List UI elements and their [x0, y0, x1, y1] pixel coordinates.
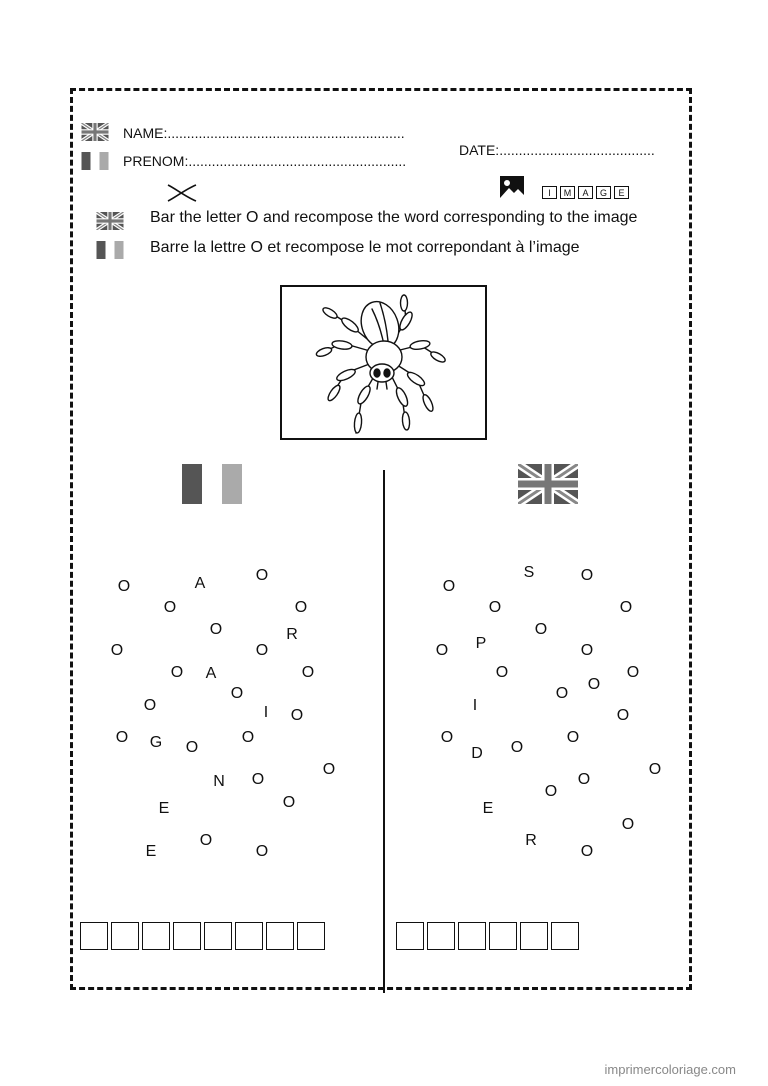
french-letter[interactable]: R: [286, 626, 298, 643]
image-icon: [500, 176, 524, 198]
prenom-field: PRENOM:........................................................: [123, 153, 407, 169]
english-letter[interactable]: O: [580, 843, 594, 860]
english-answer-box[interactable]: [427, 922, 455, 950]
french-letter[interactable]: G: [149, 734, 163, 751]
french-letter[interactable]: E: [158, 800, 170, 817]
english-letter[interactable]: O: [621, 816, 635, 833]
english-letter[interactable]: O: [626, 664, 640, 681]
english-letter[interactable]: O: [534, 621, 548, 638]
english-letter[interactable]: O: [510, 739, 524, 756]
french-letter[interactable]: O: [255, 843, 269, 860]
french-answer-box[interactable]: [142, 922, 170, 950]
spider-illustration: [280, 285, 487, 440]
image-letter-box: E: [614, 186, 629, 199]
english-letter[interactable]: O: [577, 771, 591, 788]
french-letter[interactable]: O: [199, 832, 213, 849]
english-letter[interactable]: O: [442, 578, 456, 595]
english-letter[interactable]: O: [488, 599, 502, 616]
english-letter[interactable]: O: [619, 599, 633, 616]
english-letter[interactable]: O: [435, 642, 449, 659]
french-letter[interactable]: O: [115, 729, 129, 746]
english-answer-box[interactable]: [489, 922, 517, 950]
french-answer-box[interactable]: [266, 922, 294, 950]
french-letter[interactable]: I: [263, 704, 269, 721]
french-letter[interactable]: O: [282, 794, 296, 811]
english-letter[interactable]: P: [475, 635, 487, 652]
uk-flag-icon: [81, 123, 109, 141]
french-answer-box[interactable]: [173, 922, 201, 950]
instruction-english: Bar the letter O and recompose the word corresponding to the image: [150, 209, 638, 226]
name-field: NAME:.............................................................: [123, 125, 405, 141]
panel-divider: [383, 470, 385, 993]
english-letter[interactable]: O: [566, 729, 580, 746]
french-answer-box[interactable]: [235, 922, 263, 950]
french-letter[interactable]: A: [194, 575, 206, 592]
french-letter[interactable]: O: [241, 729, 255, 746]
french-letter[interactable]: O: [255, 567, 269, 584]
french-letter[interactable]: A: [205, 665, 217, 682]
image-letter-box: A: [578, 186, 593, 199]
french-answer-box[interactable]: [80, 922, 108, 950]
uk-flag-icon: [96, 212, 124, 230]
english-answer-box[interactable]: [551, 922, 579, 950]
french-answer-box[interactable]: [297, 922, 325, 950]
english-letter[interactable]: O: [616, 707, 630, 724]
french-answer-box[interactable]: [204, 922, 232, 950]
fr-flag-icon: [96, 241, 124, 259]
english-letter[interactable]: O: [648, 761, 662, 778]
french-letter[interactable]: N: [213, 773, 225, 790]
french-letter[interactable]: O: [163, 599, 177, 616]
french-letter[interactable]: E: [145, 843, 157, 860]
fr-flag-icon: [81, 152, 109, 170]
date-field: DATE:........................................: [459, 142, 655, 158]
scissors-icon: [166, 183, 198, 203]
english-answer-box[interactable]: [520, 922, 548, 950]
image-letter-box: G: [596, 186, 611, 199]
english-answer-box[interactable]: [396, 922, 424, 950]
french-letter[interactable]: O: [143, 697, 157, 714]
french-letter[interactable]: O: [230, 685, 244, 702]
english-letter[interactable]: S: [523, 564, 535, 581]
english-letter[interactable]: R: [525, 832, 537, 849]
french-letter[interactable]: O: [255, 642, 269, 659]
english-letter[interactable]: O: [440, 729, 454, 746]
french-letter[interactable]: O: [294, 599, 308, 616]
english-letter[interactable]: E: [482, 800, 494, 817]
french-letter[interactable]: O: [170, 664, 184, 681]
english-letter[interactable]: O: [580, 567, 594, 584]
french-letter[interactable]: O: [185, 739, 199, 756]
uk-flag-icon: [518, 464, 578, 504]
french-answer-box[interactable]: [111, 922, 139, 950]
image-letter-box: M: [560, 186, 575, 199]
english-letter[interactable]: I: [472, 697, 478, 714]
french-letter[interactable]: O: [117, 578, 131, 595]
instruction-french: Barre la lettre O et recompose le mot correpondant à l’image: [150, 239, 580, 256]
french-letter[interactable]: O: [251, 771, 265, 788]
french-letter[interactable]: O: [290, 707, 304, 724]
image-letter-box: I: [542, 186, 557, 199]
english-letter[interactable]: O: [495, 664, 509, 681]
english-letter[interactable]: O: [555, 685, 569, 702]
english-letter[interactable]: D: [471, 745, 483, 762]
french-letter[interactable]: O: [110, 642, 124, 659]
french-letter[interactable]: O: [209, 621, 223, 638]
english-answer-boxes: [396, 922, 582, 950]
french-answer-boxes: [80, 922, 328, 950]
french-letter[interactable]: O: [301, 664, 315, 681]
english-answer-box[interactable]: [458, 922, 486, 950]
french-letter[interactable]: O: [322, 761, 336, 778]
english-letter[interactable]: O: [544, 783, 558, 800]
footer-credit: imprimercoloriage.com: [604, 1062, 736, 1077]
english-letter[interactable]: O: [587, 676, 601, 693]
fr-flag-icon: [182, 464, 242, 504]
english-letter[interactable]: O: [580, 642, 594, 659]
